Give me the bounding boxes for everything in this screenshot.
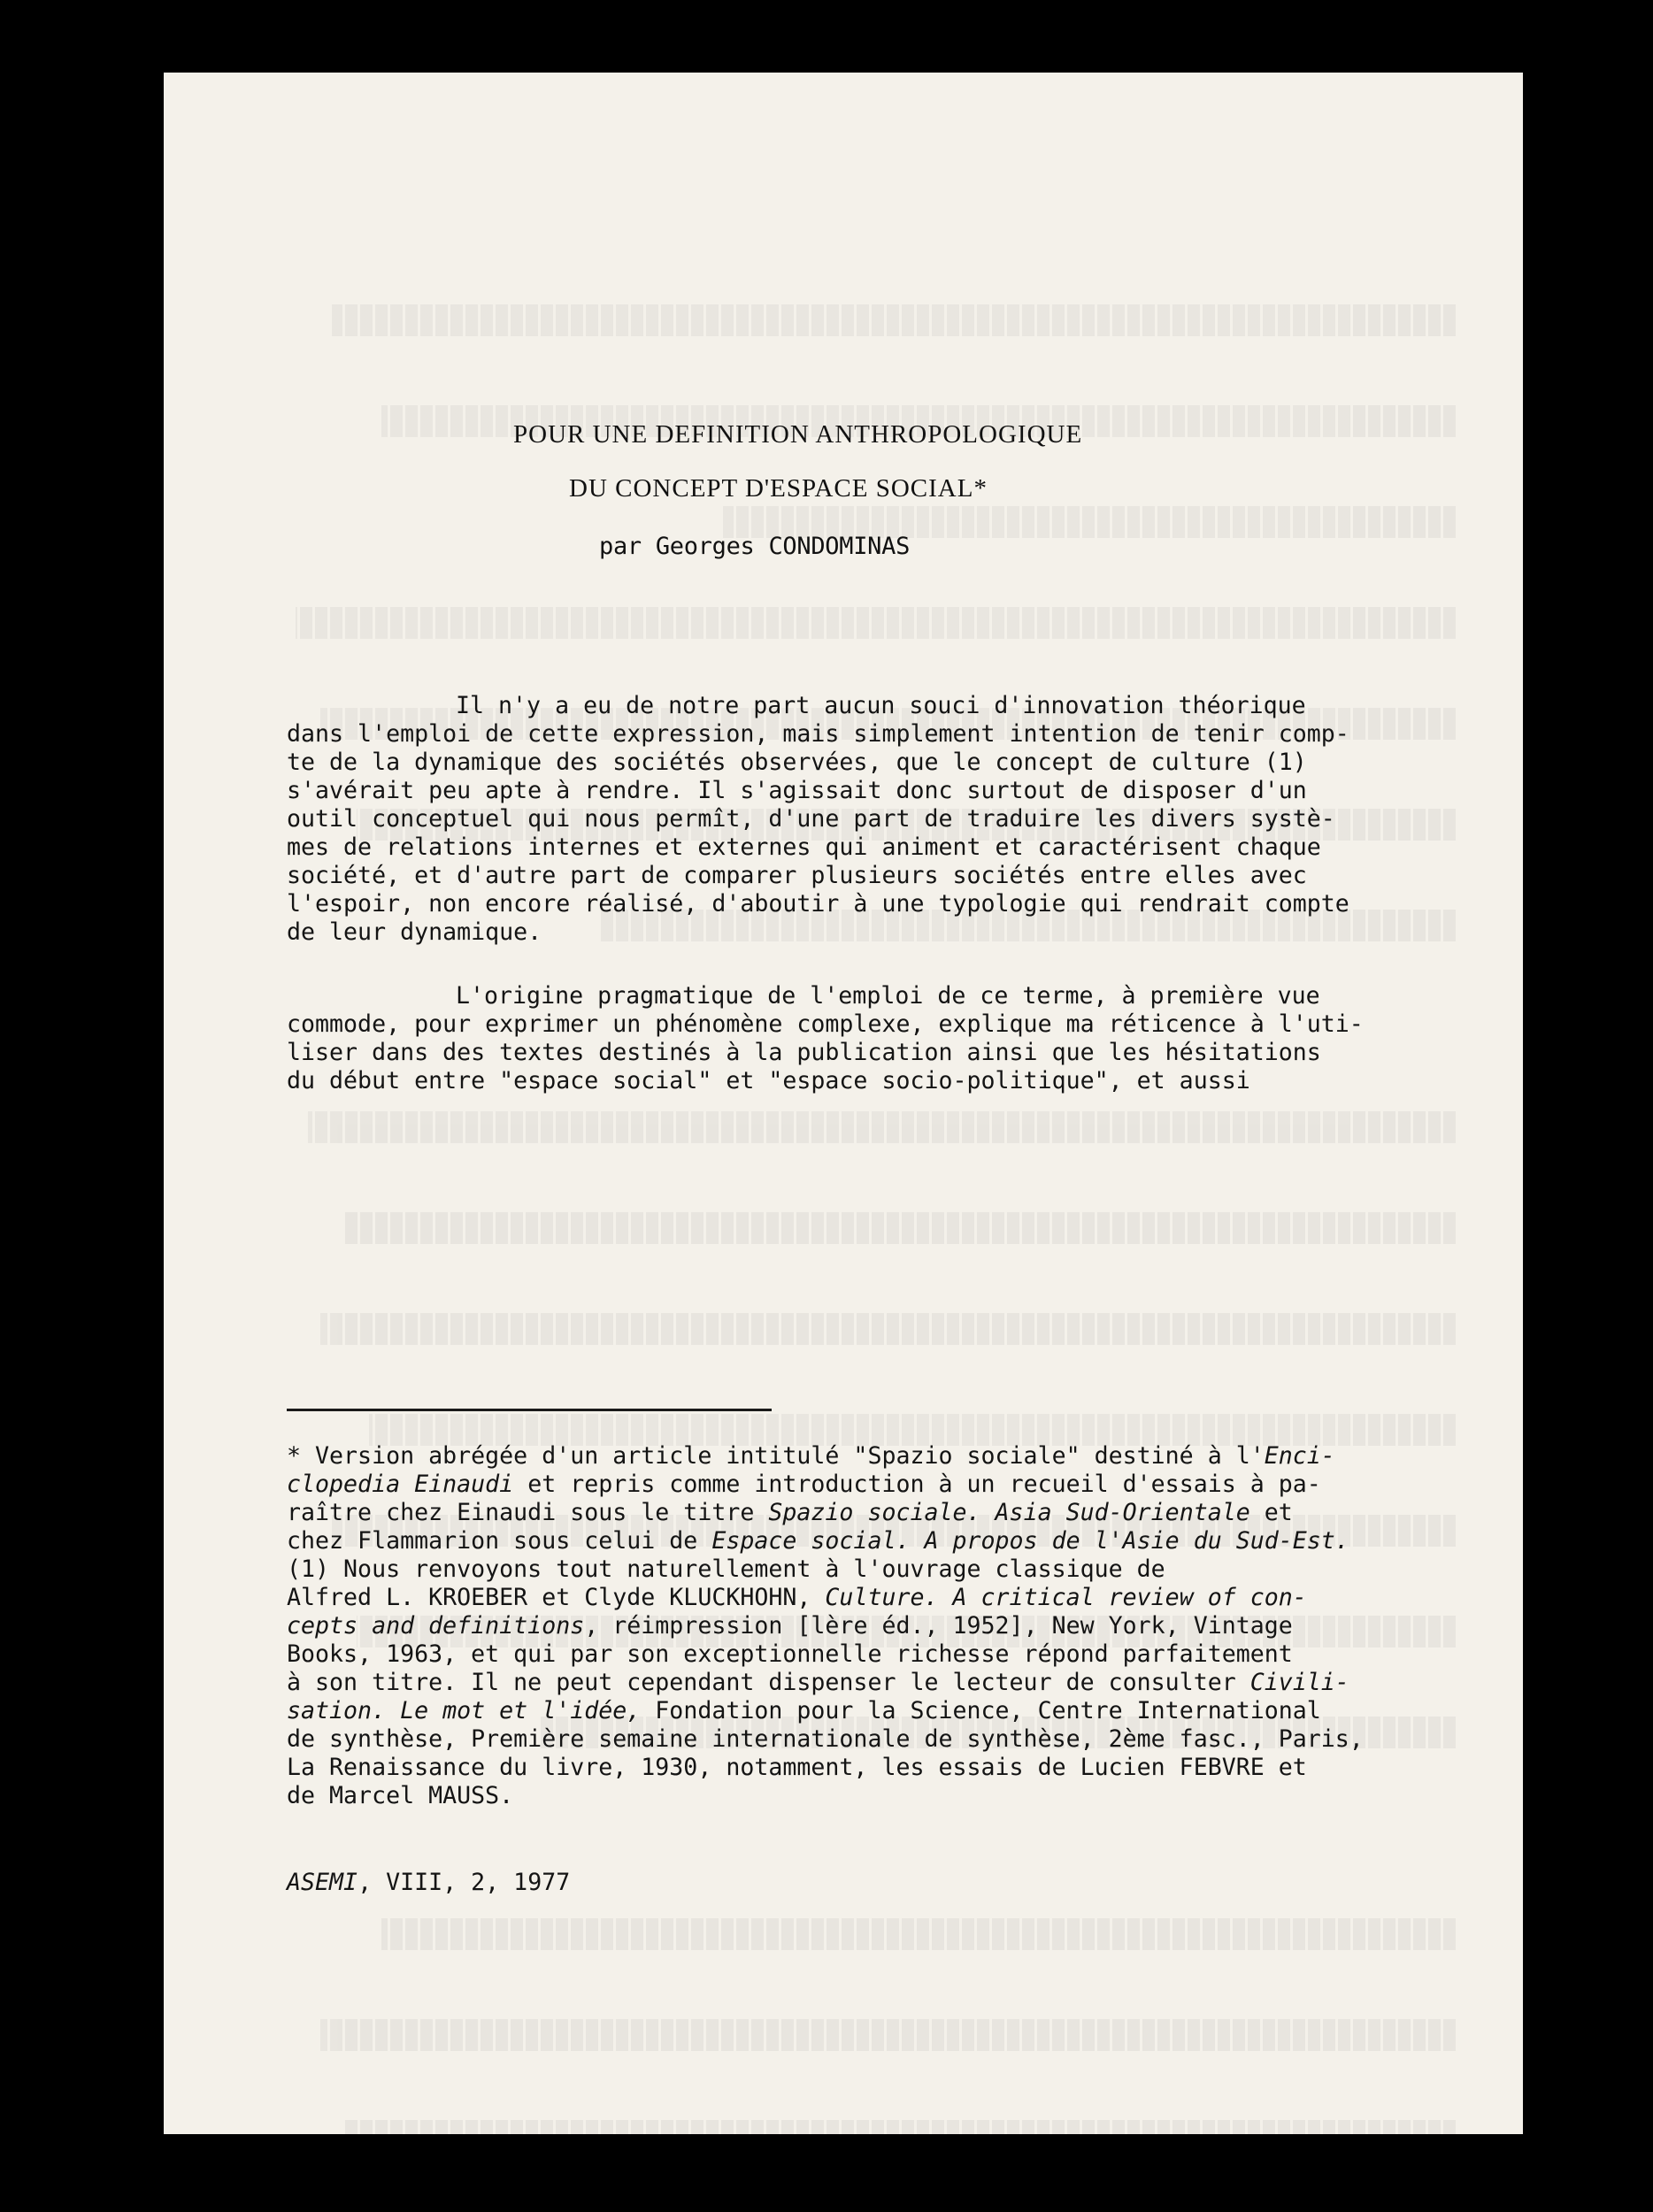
footnote-1-line: de synthèse, Première semaine internationale de synthèse, 2ème fasc., Paris, [287,1725,1364,1753]
footnote-star-line: clopedia Einaudi et repris comme introduction à un recueil d'essais à pa- [287,1471,1321,1498]
footnote-star-line: raître chez Einaudi sous le titre Spazio sociale. Asia Sud-Orientale et [287,1499,1293,1526]
footnote-1-line: Alfred L. KROEBER et Clyde KLUCKHOHN, Culture. A critical review of con- [287,1584,1307,1611]
body-line: dans l'emploi de cette expression, mais simplement intention de tenir comp- [287,720,1349,748]
footnote-1-line: sation. Le mot et l'idée, Fondation pour la Science, Centre International [287,1697,1321,1724]
document-title-line-2: DU CONCEPT D'ESPACE SOCIAL* [569,474,988,503]
document-title-line-1: POUR UNE DEFINITION ANTHROPOLOGIQUE [513,420,1083,449]
body-line: l'espoir, non encore réalisé, d'aboutir à une typologie qui rendrait compte [287,890,1349,918]
footnote-1-line: à son titre. Il ne peut cependant dispenser le lecteur de consulter Civili- [287,1669,1349,1696]
body-line: L'origine pragmatique de l'emploi de ce terme, à première vue [456,982,1320,1010]
document-page [164,73,1523,2134]
body-line: de leur dynamique. [287,918,542,946]
body-line: outil conceptuel qui nous permît, d'une part de traduire les divers systè- [287,805,1335,833]
footnote-star-line: * Version abrégée d'un article intitulé "Spazio sociale" destiné à l'Enci- [287,1442,1335,1470]
footnote-1-line: La Renaissance du livre, 1930, notamment, les essais de Lucien FEBVRE et [287,1754,1307,1781]
footnote-1-line: cepts and definitions, réimpression [lère éd., 1952], New York, Vintage [287,1612,1293,1640]
body-line: Il n'y a eu de notre part aucun souci d'innovation théorique [456,692,1306,719]
author-byline: par Georges CONDOMINAS [599,533,911,560]
footnote-separator [287,1409,772,1411]
footnote-1-line: Books, 1963, et qui par son exceptionnelle richesse répond parfaitement [287,1640,1293,1668]
body-line: société, et d'autre part de comparer plusieurs sociétés entre elles avec [287,862,1307,889]
footnote-1-line: (1) Nous renvoyons tout naturellement à l'ouvrage classique de [287,1555,1165,1583]
footnote-star-line: chez Flammarion sous celui de Espace social. A propos de l'Asie du Sud-Est. [287,1527,1349,1555]
body-line: liser dans des textes destinés à la publication ainsi que les hésitations [287,1039,1321,1066]
journal-citation: ASEMI, VIII, 2, 1977 [287,1869,571,1896]
footnote-1-line: de Marcel MAUSS. [287,1782,514,1809]
body-line: mes de relations internes et externes qui animent et caractérisent chaque [287,833,1321,861]
body-line: s'avérait peu apte à rendre. Il s'agissait donc surtout de disposer d'un [287,777,1307,804]
body-line: du début entre "espace social" et "espace socio-politique", et aussi [287,1067,1250,1094]
body-line: te de la dynamique des sociétés observées, que le concept de culture (1) [287,749,1307,776]
body-line: commode, pour exprimer un phénomène complexe, explique ma réticence à l'uti- [287,1010,1364,1038]
